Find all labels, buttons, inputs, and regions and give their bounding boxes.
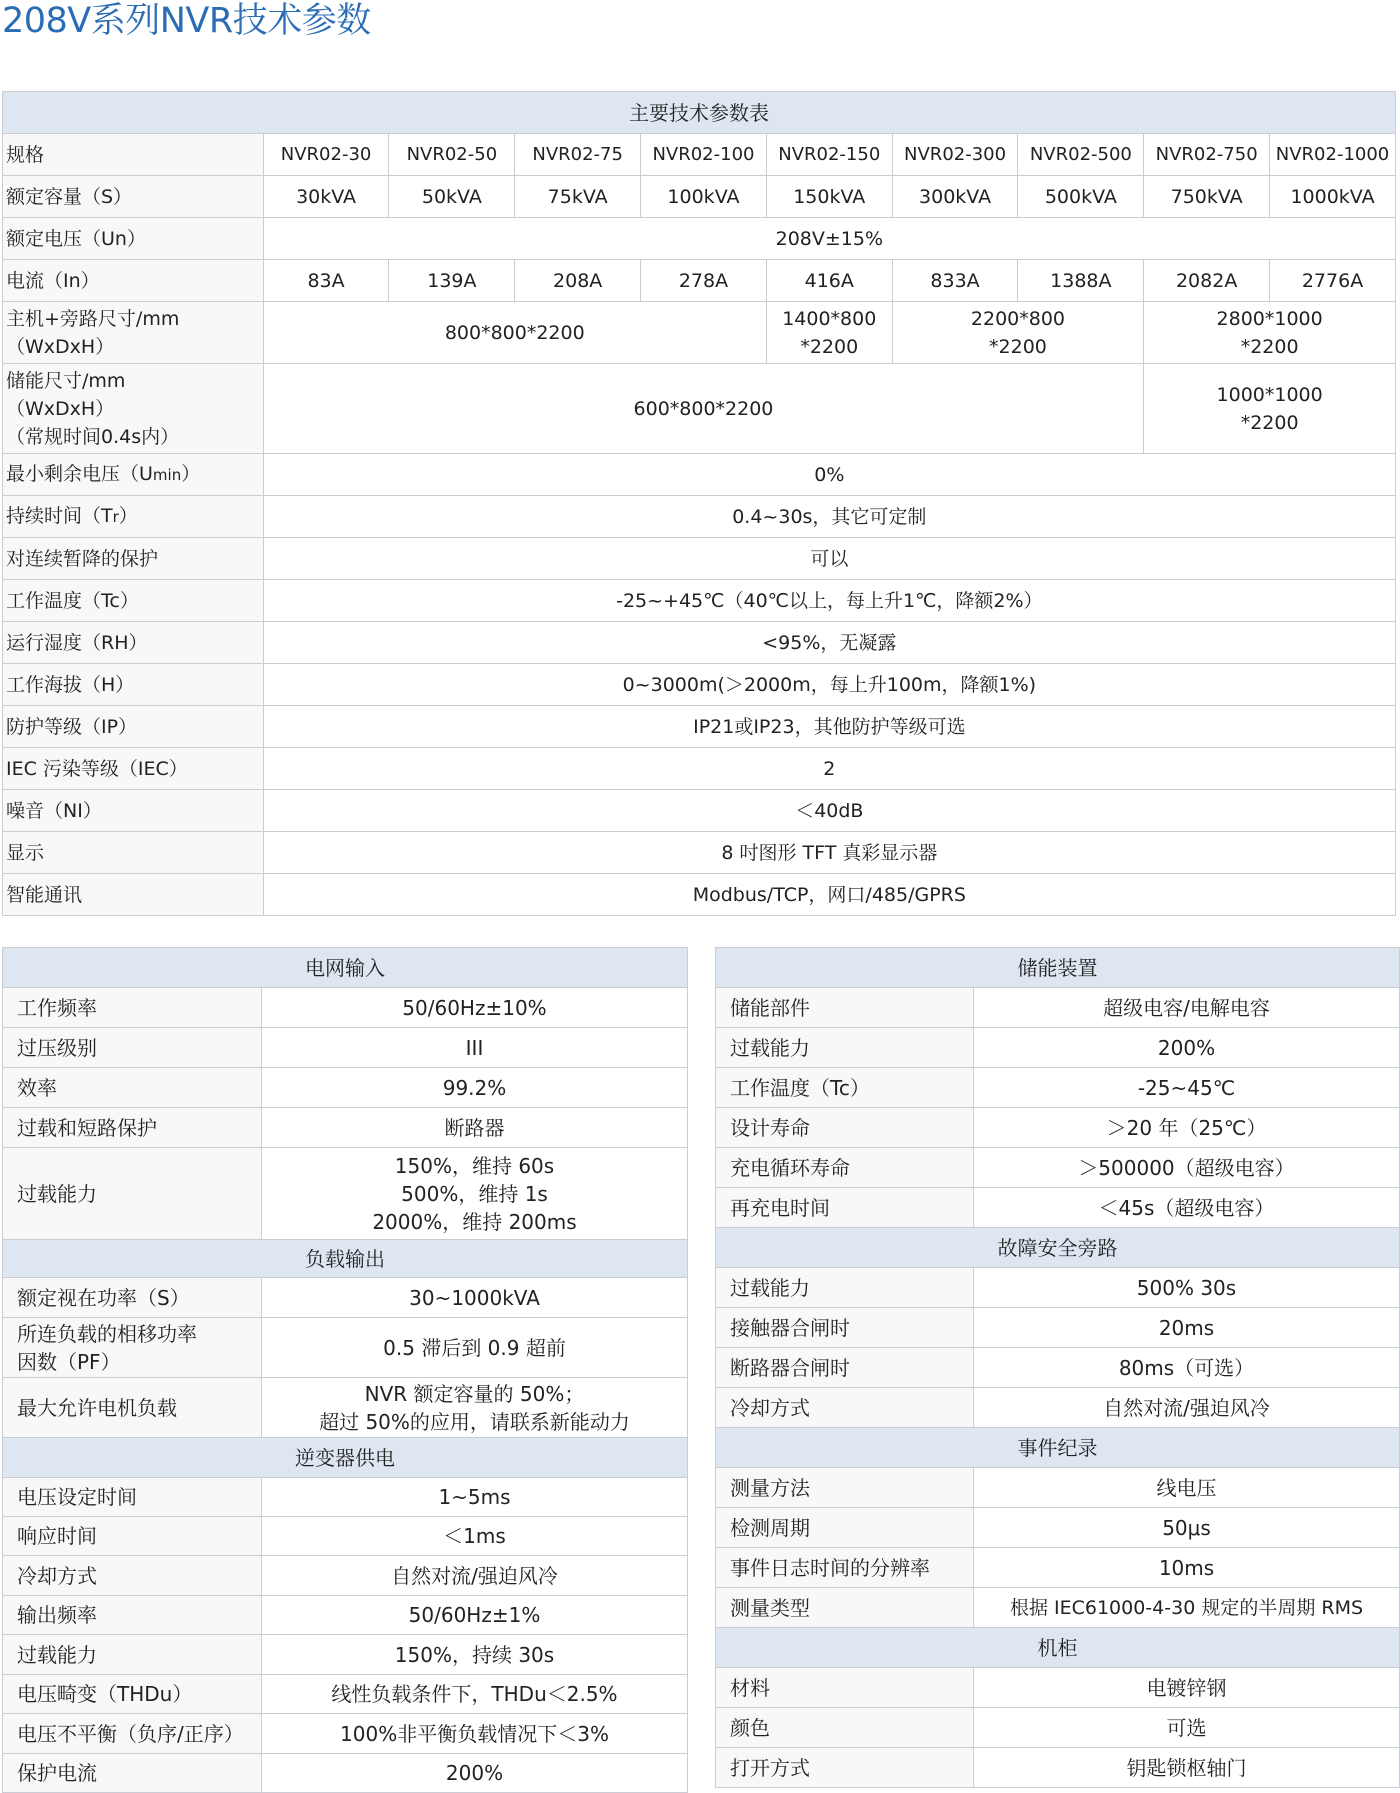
- row-label: 电压不平衡（负序/正序）: [3, 1714, 262, 1754]
- label-end: ）: [181, 463, 201, 485]
- row-label: [3, 302, 264, 364]
- duration-value: 0.4~30s，其它可定制: [263, 496, 1395, 538]
- value-line: *2200: [1240, 335, 1299, 358]
- host-size-cell: [892, 302, 1144, 364]
- capacity-cell: 150kVA: [766, 176, 892, 218]
- row-label: 效率: [3, 1068, 262, 1108]
- section-title-events: 事件纪录: [716, 1428, 1400, 1468]
- value-line: 2200*800: [970, 307, 1066, 330]
- current-cell: 2776A: [1270, 260, 1396, 302]
- storage-size-row: [3, 364, 1396, 454]
- value-line: 2800*1000: [1216, 307, 1323, 330]
- row-value: ＜45s（超级电容）: [974, 1188, 1400, 1228]
- row-label: 过载能力: [3, 1635, 262, 1675]
- row-value: 10ms: [974, 1548, 1400, 1588]
- row-value: 50/60Hz±1%: [262, 1596, 688, 1635]
- table-row: [716, 1468, 1400, 1508]
- table-row: [716, 1708, 1400, 1748]
- row-label: 接触器合闸时: [716, 1308, 974, 1348]
- table-row: [716, 1508, 1400, 1548]
- comm-value: Modbus/TCP，网口/485/GPRS: [263, 874, 1395, 916]
- row-value: 99.2%: [262, 1068, 688, 1108]
- iec-value: 2: [263, 748, 1395, 790]
- storage-size-cell: [1144, 364, 1396, 454]
- table-row: [3, 1318, 688, 1378]
- umin-value: 0%: [263, 454, 1395, 496]
- table-row: [716, 1548, 1400, 1588]
- table-row: [716, 1668, 1400, 1708]
- row-value: 钥匙锁枢轴门: [974, 1748, 1400, 1788]
- row-value: ＞500000（超级电容）: [974, 1148, 1400, 1188]
- value-line: *2200: [800, 335, 859, 358]
- row-label: 工作温度（Tc）: [716, 1068, 974, 1108]
- row-label: 防护等级（IP）: [3, 706, 264, 748]
- current-cell: 139A: [389, 260, 515, 302]
- row-label: 冷却方式: [716, 1388, 974, 1428]
- row-value: 200%: [262, 1754, 688, 1793]
- row-value: 可选: [974, 1708, 1400, 1748]
- table-row: [3, 1714, 688, 1754]
- row-label: [3, 364, 264, 454]
- row-label: 输出频率: [3, 1596, 262, 1635]
- row-label: 测量方法: [716, 1468, 974, 1508]
- row-label: 过载和短路保护: [3, 1108, 262, 1148]
- row-label: 额定视在功率（S）: [3, 1278, 262, 1318]
- row-label: 过载能力: [716, 1268, 974, 1308]
- umin-row: [3, 454, 1396, 496]
- section-title-load-output: 负载输出: [3, 1240, 688, 1278]
- humidity-value: <95%，无凝露: [263, 622, 1395, 664]
- row-label: 检测周期: [716, 1508, 974, 1548]
- value-line: *2200: [989, 335, 1047, 358]
- row-label: 过载能力: [3, 1148, 262, 1240]
- temp-value: -25~+45℃（40℃以上，每上升1℃，降额2%）: [263, 580, 1395, 622]
- row-label: 工作海拔（H）: [3, 664, 264, 706]
- left-spec-table: [2, 947, 688, 1793]
- table-row: [3, 1517, 688, 1556]
- row-value: 30~1000kVA: [262, 1278, 688, 1318]
- current-cell: 1388A: [1018, 260, 1144, 302]
- value-line: 1000*1000: [1216, 383, 1323, 406]
- host-size-cell: 800*800*2200: [263, 302, 766, 364]
- row-value: 50μs: [974, 1508, 1400, 1548]
- row-label: [3, 1318, 262, 1378]
- ip-row: [3, 706, 1396, 748]
- row-value: [262, 1378, 688, 1438]
- table-row: [3, 1596, 688, 1635]
- capacity-cell: 100kVA: [641, 176, 767, 218]
- capacity-cell: 30kVA: [263, 176, 389, 218]
- main-table-title: 主要技术参数表: [3, 92, 1396, 134]
- table-row: [716, 988, 1400, 1028]
- right-spec-table: [715, 947, 1400, 1788]
- label-line: 所连负载的相移功率: [17, 1321, 197, 1346]
- row-label: 颜色: [716, 1708, 974, 1748]
- capacity-cell: 75kVA: [515, 176, 641, 218]
- voltage-value: 208V±15%: [263, 218, 1395, 260]
- section-title-storage: 储能装置: [716, 948, 1400, 988]
- table-row: [3, 988, 688, 1028]
- model-cell: NVR02-75: [515, 134, 641, 176]
- row-label: 再充电时间: [716, 1188, 974, 1228]
- row-label: 工作频率: [3, 988, 262, 1028]
- row-label: 冷却方式: [3, 1556, 262, 1596]
- row-value: 断路器: [262, 1108, 688, 1148]
- table-row: [3, 1754, 688, 1793]
- row-value: 线电压: [974, 1468, 1400, 1508]
- label-subscript: min: [152, 466, 182, 484]
- row-value: 电镀锌钢: [974, 1668, 1400, 1708]
- table-row: [3, 1675, 688, 1714]
- row-label: 规格: [3, 134, 264, 176]
- row-value: 超级电容/电解电容: [974, 988, 1400, 1028]
- row-value: 500% 30s: [974, 1268, 1400, 1308]
- table-row: [716, 1268, 1400, 1308]
- display-row: [3, 832, 1396, 874]
- row-label: 智能通讯: [3, 874, 264, 916]
- row-label: 事件日志时间的分辨率: [716, 1548, 974, 1588]
- duration-row: [3, 496, 1396, 538]
- row-label: [3, 454, 264, 496]
- current-cell: 2082A: [1144, 260, 1270, 302]
- table-row: [3, 1068, 688, 1108]
- altitude-row: [3, 664, 1396, 706]
- label-end: ）: [118, 505, 138, 527]
- row-value: 100%非平衡负载情况下＜3%: [262, 1714, 688, 1754]
- model-cell: NVR02-30: [263, 134, 389, 176]
- capacity-row: [3, 176, 1396, 218]
- table-row: [3, 1478, 688, 1517]
- table-row: [716, 1748, 1400, 1788]
- model-cell: NVR02-1000: [1270, 134, 1396, 176]
- label-line: 因数（PF）: [17, 1349, 121, 1374]
- value-line: *2200: [1240, 411, 1299, 434]
- model-cell: NVR02-100: [641, 134, 767, 176]
- current-cell: 208A: [515, 260, 641, 302]
- row-label: 充电循环寿命: [716, 1148, 974, 1188]
- row-label: 打开方式: [716, 1748, 974, 1788]
- table-row: [3, 1028, 688, 1068]
- section-title-grid-input: 电网输入: [3, 948, 688, 988]
- capacity-cell: 50kVA: [389, 176, 515, 218]
- row-label: 测量类型: [716, 1588, 974, 1628]
- model-cell: NVR02-750: [1144, 134, 1270, 176]
- row-label: 电流（In）: [3, 260, 264, 302]
- row-value: -25~45℃: [974, 1068, 1400, 1108]
- noise-value: ＜40dB: [263, 790, 1395, 832]
- value-line: 超过 50%的应用，请联系新能动力: [319, 1409, 630, 1434]
- value-line: 2000%，维持 200ms: [372, 1209, 577, 1234]
- table-row: [3, 1108, 688, 1148]
- label-main: 最小剩余电压（U: [6, 463, 153, 485]
- row-label: 过载能力: [716, 1028, 974, 1068]
- noise-row: [3, 790, 1396, 832]
- row-value: 线性负载条件下，THDu＜2.5%: [262, 1675, 688, 1714]
- row-label: 额定容量（S）: [3, 176, 264, 218]
- row-value: 1~5ms: [262, 1478, 688, 1517]
- row-label: 断路器合闸时: [716, 1348, 974, 1388]
- spec-row: [3, 134, 1396, 176]
- label-line: 储能尺寸/mm: [6, 369, 126, 392]
- table-row: [3, 1635, 688, 1675]
- table-row: [716, 1028, 1400, 1068]
- host-size-row: [3, 302, 1396, 364]
- temp-row: [3, 580, 1396, 622]
- row-value: III: [262, 1028, 688, 1068]
- row-value: 自然对流/强迫风冷: [262, 1556, 688, 1596]
- value-line: 1400*800: [782, 307, 877, 330]
- row-value: 80ms（可选）: [974, 1348, 1400, 1388]
- row-value: [262, 1148, 688, 1240]
- row-value: 20ms: [974, 1308, 1400, 1348]
- continuous-value: 可以: [263, 538, 1395, 580]
- humidity-row: [3, 622, 1396, 664]
- main-spec-table: [2, 91, 1396, 916]
- model-cell: NVR02-150: [766, 134, 892, 176]
- row-label: [3, 496, 264, 538]
- row-label: 电压设定时间: [3, 1478, 262, 1517]
- table-row: [716, 1348, 1400, 1388]
- host-size-cell: [1144, 302, 1396, 364]
- row-label: 噪音（NI）: [3, 790, 264, 832]
- label-line: （WxDxH）: [6, 335, 115, 358]
- row-label: 保护电流: [3, 1754, 262, 1793]
- label-line: （WxDxH）: [6, 397, 115, 420]
- host-size-cell: [766, 302, 892, 364]
- table-row: [716, 1188, 1400, 1228]
- current-cell: 416A: [766, 260, 892, 302]
- model-cell: NVR02-500: [1018, 134, 1144, 176]
- row-label: 运行湿度（RH）: [3, 622, 264, 664]
- row-label: 工作温度（Tc）: [3, 580, 264, 622]
- current-cell: 83A: [263, 260, 389, 302]
- value-line: NVR 额定容量的 50%；: [364, 1381, 585, 1406]
- table-row: [3, 1278, 688, 1318]
- table-row: [3, 1556, 688, 1596]
- table-row: [716, 1308, 1400, 1348]
- voltage-row: [3, 218, 1396, 260]
- table-row: [716, 1108, 1400, 1148]
- label-main: 持续时间（T: [6, 505, 113, 527]
- current-cell: 833A: [892, 260, 1018, 302]
- table-row: [716, 1388, 1400, 1428]
- row-label: 响应时间: [3, 1517, 262, 1556]
- row-label: 显示: [3, 832, 264, 874]
- row-label: 额定电压（Un）: [3, 218, 264, 260]
- row-value: 150%，持续 30s: [262, 1635, 688, 1675]
- value-line: 500%，维持 1s: [401, 1181, 548, 1206]
- row-label: IEC 污染等级（IEC）: [3, 748, 264, 790]
- capacity-cell: 750kVA: [1144, 176, 1270, 218]
- model-cell: NVR02-300: [892, 134, 1018, 176]
- continuous-row: [3, 538, 1396, 580]
- value-line: 150%，维持 60s: [394, 1153, 555, 1178]
- table-row: [716, 1068, 1400, 1108]
- row-value: 0.5 滞后到 0.9 超前: [262, 1318, 688, 1378]
- section-title-cabinet: 机柜: [716, 1628, 1400, 1668]
- capacity-cell: 1000kVA: [1270, 176, 1396, 218]
- comm-row: [3, 874, 1396, 916]
- capacity-cell: 500kVA: [1018, 176, 1144, 218]
- row-label: 对连续暂降的保护: [3, 538, 264, 580]
- page-title: 208V系列NVR技术参数: [2, 1, 371, 41]
- label-subscript: r: [112, 508, 119, 526]
- storage-size-cell: 600*800*2200: [263, 364, 1144, 454]
- row-label: 电压畸变（THDu）: [3, 1675, 262, 1714]
- capacity-cell: 300kVA: [892, 176, 1018, 218]
- table-row: [716, 1588, 1400, 1628]
- current-cell: 278A: [641, 260, 767, 302]
- label-line: （常规时间0.4s内）: [6, 425, 180, 448]
- row-label: 材料: [716, 1668, 974, 1708]
- section-title-inverter: 逆变器供电: [3, 1438, 688, 1478]
- row-label: 过压级别: [3, 1028, 262, 1068]
- row-label: 最大允许电机负载: [3, 1378, 262, 1438]
- section-title-bypass: 故障安全旁路: [716, 1228, 1400, 1268]
- table-row: [3, 1378, 688, 1438]
- ip-value: IP21或IP23，其他防护等级可选: [263, 706, 1395, 748]
- row-value: 200%: [974, 1028, 1400, 1068]
- row-label: 设计寿命: [716, 1108, 974, 1148]
- row-value: 根据 IEC61000-4-30 规定的半周期 RMS: [974, 1588, 1400, 1628]
- row-label: 储能部件: [716, 988, 974, 1028]
- current-row: [3, 260, 1396, 302]
- model-cell: NVR02-50: [389, 134, 515, 176]
- row-value: ＜1ms: [262, 1517, 688, 1556]
- display-value: 8 吋图形 TFT 真彩显示器: [263, 832, 1395, 874]
- row-value: 自然对流/强迫风冷: [974, 1388, 1400, 1428]
- iec-row: [3, 748, 1396, 790]
- table-row: [3, 1148, 688, 1240]
- label-line: 主机+旁路尺寸/mm: [6, 307, 180, 330]
- row-value: ＞20 年（25℃）: [974, 1108, 1400, 1148]
- table-row: [716, 1148, 1400, 1188]
- row-value: 50/60Hz±10%: [262, 988, 688, 1028]
- altitude-value: 0~3000m(＞2000m，每上升100m，降额1%): [263, 664, 1395, 706]
